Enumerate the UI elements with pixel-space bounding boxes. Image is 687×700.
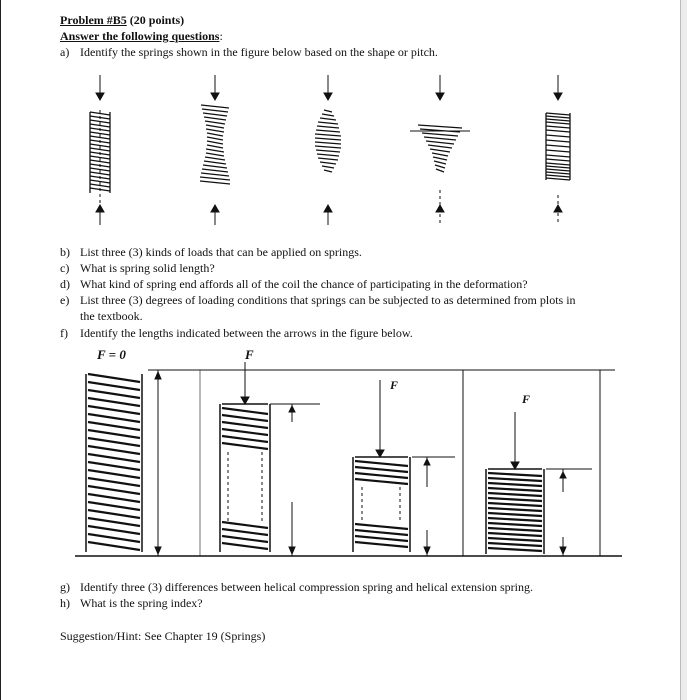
force-label: F: [245, 347, 254, 362]
question-e-continued: the textbook.: [80, 309, 143, 323]
question-label: e): [60, 293, 70, 307]
question-label: f): [60, 326, 68, 340]
question-label: d): [60, 277, 70, 291]
question-text: List three (3) degrees of loading conditions that springs can be subjected to as determined from plots in: [80, 293, 576, 307]
problem-title: Problem #B5: [60, 13, 127, 27]
problem-heading: [60, 13, 184, 28]
question-text: Identify the springs shown in the figure below based on the shape or pitch.: [80, 45, 438, 59]
question-e: [60, 293, 576, 308]
question-a: [60, 45, 438, 60]
question-f: [60, 326, 413, 341]
question-c: [60, 261, 215, 276]
question-text: What is spring solid length?: [80, 261, 215, 275]
question-label: a): [60, 45, 70, 59]
force-label-inner-2: F: [522, 392, 531, 406]
question-label: c): [60, 261, 70, 275]
instructions-colon: :: [219, 29, 223, 43]
question-b: [60, 245, 362, 260]
question-h: [60, 596, 203, 611]
instructions-text: Answer the following questions: [60, 29, 220, 43]
question-text: What is the spring index?: [80, 596, 203, 610]
question-d: [60, 277, 528, 292]
question-label: b): [60, 245, 70, 259]
spring-lengths-figure: [0, 362, 687, 562]
force-zero-label: F = 0: [97, 347, 126, 362]
hint-text: Suggestion/Hint: See Chapter 19 (Springs): [60, 629, 266, 643]
question-text: List three (3) kinds of loads that can be applied on springs.: [80, 245, 362, 259]
question-text: Identify the lengths indicated between the arrows in the figure below.: [80, 326, 413, 340]
question-label: g): [60, 580, 70, 594]
force-label-inner: F: [390, 378, 399, 392]
question-label: h): [60, 596, 70, 610]
question-g: [60, 580, 533, 595]
problem-points: (20 points): [129, 13, 185, 27]
instructions-heading: [60, 29, 223, 44]
question-text: What kind of spring end affords all of the coil the chance of participating in the deformation?: [80, 277, 528, 291]
question-text: Identify three (3) differences between helical compression spring and helical extension spring.: [80, 580, 533, 594]
